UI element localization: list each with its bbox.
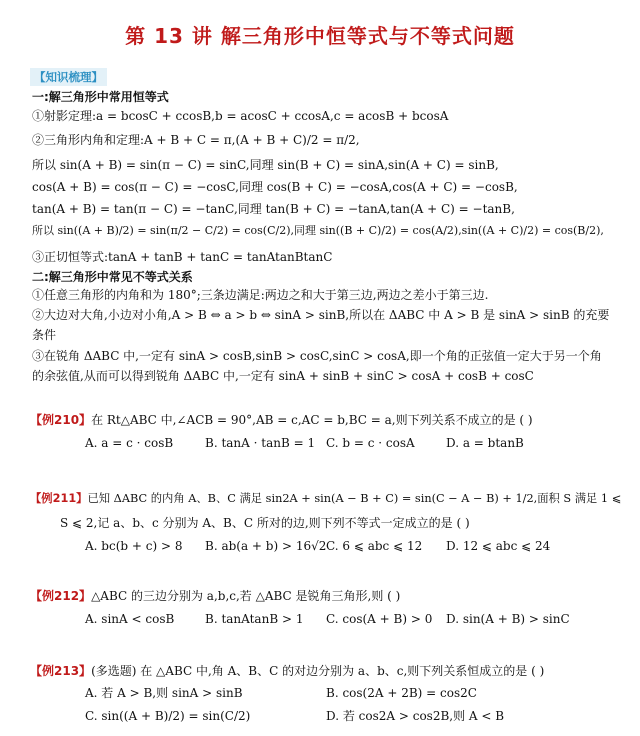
option-d: D. 12 ⩽ abc ⩽ 24 bbox=[446, 539, 551, 553]
option-a: A. a = c · cosB bbox=[85, 436, 174, 450]
section1-line: ①射影定理:a = bcosC + ccosB,b = acosC + ccosA,c = acosB + bcosA bbox=[32, 109, 449, 123]
option-b: B. tanA · tanB = 1 bbox=[205, 436, 316, 450]
option-a: A. bc(b + c) > 8 bbox=[85, 539, 183, 553]
section1-line: tan(A + B) = tan(π − C) = −tanC,同理 tan(B + C) = −tanA,tan(A + C) = −tanB, bbox=[32, 202, 515, 216]
example-question: 在 Rt△ABC 中,∠ACB = 90°,AB = c,AC = b,BC = a,则下列关系不成立的是 ( ) bbox=[91, 413, 533, 427]
example-stem bbox=[30, 662, 630, 680]
option-c: C. 6 ⩽ abc ⩽ 12 bbox=[326, 539, 423, 553]
option-b: B. cos(2A + 2B) = cos2C bbox=[326, 686, 477, 700]
option-d: D. 若 cos2A > cos2B,则 A < B bbox=[326, 709, 505, 723]
page-title: 第 13 讲 解三角形中恒等式与不等式问题 bbox=[125, 24, 515, 48]
option-a: A. sinA < cosB bbox=[85, 612, 175, 626]
section1-line: cos(A + B) = cos(π − C) = −cosC,同理 cos(B + C) = −cosA,cos(A + C) = −cosB, bbox=[32, 180, 518, 194]
section1-line: ③正切恒等式:tanA + tanB + tanC = tanAtanBtanC bbox=[32, 250, 333, 264]
example-label: 【例211】 bbox=[30, 492, 88, 505]
section1-line: ②三角形内角和定理:A + B + C = π,(A + B + C)/2 = π/2, bbox=[32, 133, 360, 147]
section1-line: 所以 sin(A + B) = sin(π − C) = sinC,同理 sin(B + C) = sinA,sin(A + C) = sinB, bbox=[32, 158, 499, 172]
example-label: 【例212】 bbox=[30, 589, 92, 603]
example-stem-cont: S ⩽ 2,记 a、b、c 分别为 A、B、C 所对的边,则下列不等式一定成立的是 ( ) bbox=[60, 516, 470, 530]
option-d: D. sin(A + B) > sinC bbox=[446, 612, 570, 626]
example-question: △ABC 的三边分别为 a,b,c,若 △ABC 是锐角三角形,则 ( ) bbox=[91, 589, 401, 603]
section2-line: ③在锐角 ΔABC 中,一定有 sinA > cosB,sinB > cosC,sinC > cosA,即一个角的正弦值一定大于另一个角 bbox=[32, 349, 602, 363]
option-b: B. tanAtanB > 1 bbox=[205, 612, 304, 626]
option-c: C. cos(A + B) > 0 bbox=[326, 612, 433, 626]
option-d: D. a = btanB bbox=[446, 436, 524, 450]
section2-line: 条件 bbox=[32, 328, 57, 342]
example-question: (多选题) 在 △ABC 中,角 A、B、C 的对边分别为 a、b、c,则下列关系恒成立的是 ( ) bbox=[91, 664, 545, 678]
example-question: 已知 ΔABC 的内角 A、B、C 满足 sin2A + sin(A − B + C) = sin(C − A − B) + 1/2,面积 S 满足 1 ⩽ bbox=[87, 492, 622, 505]
example-label: 【例210】 bbox=[30, 413, 92, 427]
section2-heading: 二:解三角形中常见不等式关系 bbox=[32, 270, 193, 284]
option-a: A. 若 A > B,则 sinA > sinB bbox=[85, 686, 243, 700]
example-label: 【例213】 bbox=[30, 664, 92, 678]
option-c: C. b = c · cosA bbox=[326, 436, 415, 450]
option-b: B. ab(a + b) > 16√2 bbox=[205, 539, 327, 553]
section1-heading: 一:解三角形中常用恒等式 bbox=[32, 90, 169, 104]
section2-line: 的余弦值,从而可以得到锐角 ΔABC 中,一定有 sinA + sinB + sinC > cosA + cosB + cosC bbox=[32, 369, 534, 383]
section2-line: ①任意三角形的内角和为 180°;三条边满足:两边之和大于第三边,两边之差小于第三边. bbox=[32, 288, 489, 302]
option-c: C. sin((A + B)/2) = sin(C/2) bbox=[85, 709, 251, 723]
example-stem bbox=[30, 490, 630, 508]
section1-line: 所以 sin((A + B)/2) = sin(π/2 − C/2) = cos(C/2),同理 sin((B + C)/2) = cos(A/2),sin((A + C)/2) = cos(B/2), bbox=[32, 224, 604, 237]
section-tag: 【知识梳理】 bbox=[30, 68, 107, 86]
example-stem bbox=[30, 411, 630, 429]
section2-line: ②大边对大角,小边对小角,A > B ⇔ a > b ⇔ sinA > sinB,所以在 ΔABC 中 A > B 是 sinA > sinB 的充要 bbox=[32, 308, 610, 322]
example-stem bbox=[30, 587, 630, 605]
